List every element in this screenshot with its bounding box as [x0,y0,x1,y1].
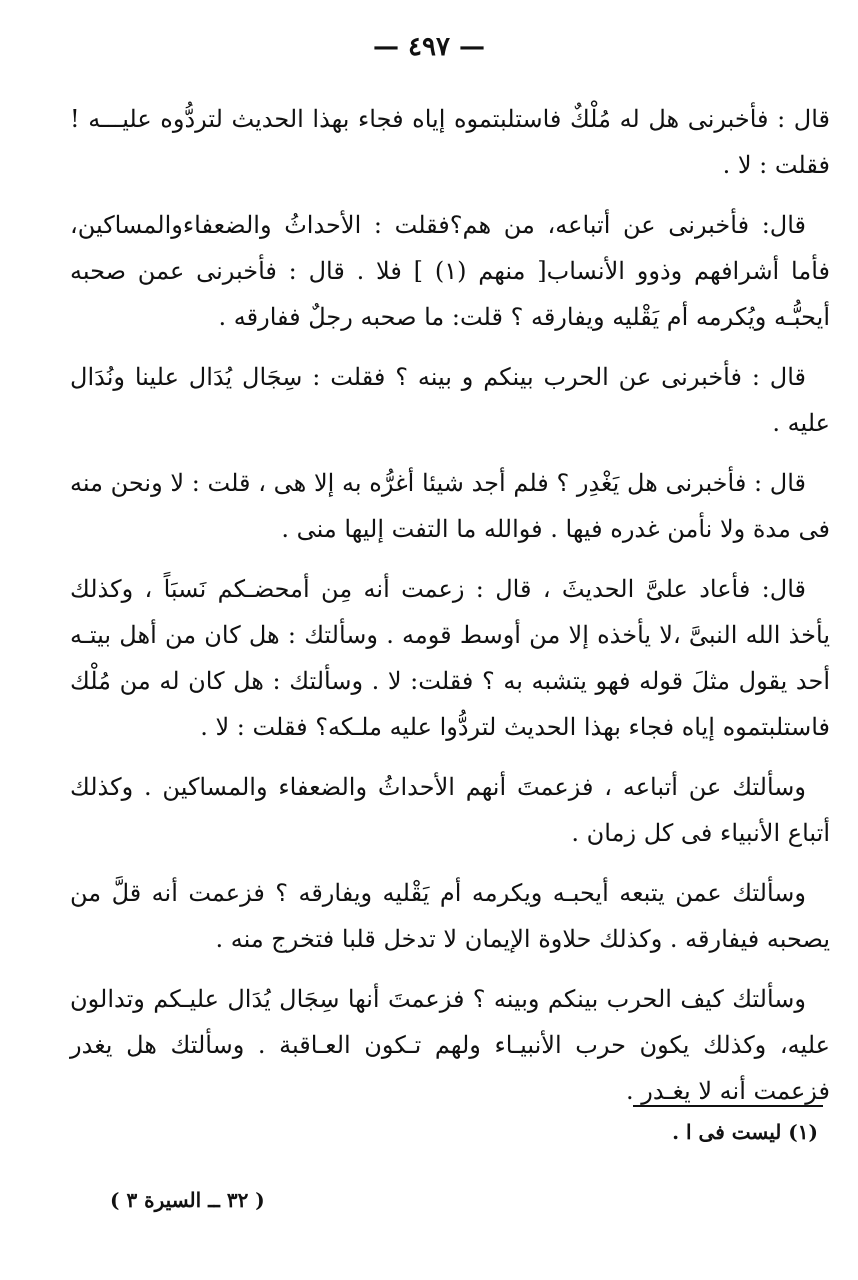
footnote-rule [633,1105,823,1107]
printer-signature: ( ٣٢ ــ السيرة ٣ ) [110,1188,265,1212]
paragraph: وسألتك عن أتباعه ، فزعمتَ أنهم الأحداثُ والضعفاء والمساكين . وكذلك أتباع الأنبياء فى كل زمان . [70,773,830,847]
paragraph: قال : فأخبرنى هل له مُلْكٌ فاستلبتموه إياه فجاء بهذا الحديث لتردُّوه عليـــه ! فقلت : لا . [70,105,830,179]
paragraph: قال: فأعاد علىَّ الحديثَ ، قال : زعمت أنه مِن أمحضـكم نَسبَاً ، وكذلك يأخذ الله النبىَّ ،لا يأخذه إلا من أوسط قومه . وسألتك : هل كان من أهل بيتـه أحد يقول مثلَ قوله فهو يتشبه به ؟ فقلت: لا . وسألتك : هل كان له من مُلْك فاستلبتموه إياه فجاء بهذا الحديث لتردُّوا عليه ملـكه؟ فقلت : لا . [70,575,830,741]
paragraph: قال : فأخبرنى عن الحرب بينكم و بينه ؟ فقلت : سِجَال يُدَال علينا ونُدَال عليه . [70,363,830,437]
paragraph: وسألتك كيف الحرب بينكم وبينه ؟ فزعمتَ أنها سِجَال يُدَال عليـكم وتدالون عليه، وكذلك يكون حرب الأنبيـاء ولهم تـكون العـاقبة . وسألتك هل يغدر فزعمت أنه لا يغـدر . [70,985,831,1105]
paragraph: وسألتك عمن يتبعه أيحبـه ويكرمه أم يَقْليه ويفارقه ؟ فزعمت أنه قلَّ من يصحبه فيفارقه . وكذلك حلاوة الإيمان لا تدخل قلبا فتخرج منه . [70,879,830,953]
page-body [70,96,830,1128]
page-number: — ٤٩٧ — [372,32,486,62]
paragraph: قال: فأخبرنى عن أتباعه، من هم؟فقلت : الأحداثُ والضعفاءوالمساكين، فأما أشرافهم وذوو الأنساب[ منهم (١) ] فلا . قال : فأخبرنى عمن صحبه أيحبُّـه ويُكرمه أم يَقْليه ويفارقه ؟ قلت: ما صحبه رجلٌ ففارقه . [70,211,830,331]
paragraph: قال : فأخبرنى هل يَغْدِر ؟ فلم أجد شيئا أغرُّه به إلا هى ، قلت : لا ونحن منه فى مدة ولا نأمن غدره فيها . فوالله ما التفت إليها منى . [70,469,830,543]
footnote: (١) ليست فى ا . [672,1120,818,1144]
